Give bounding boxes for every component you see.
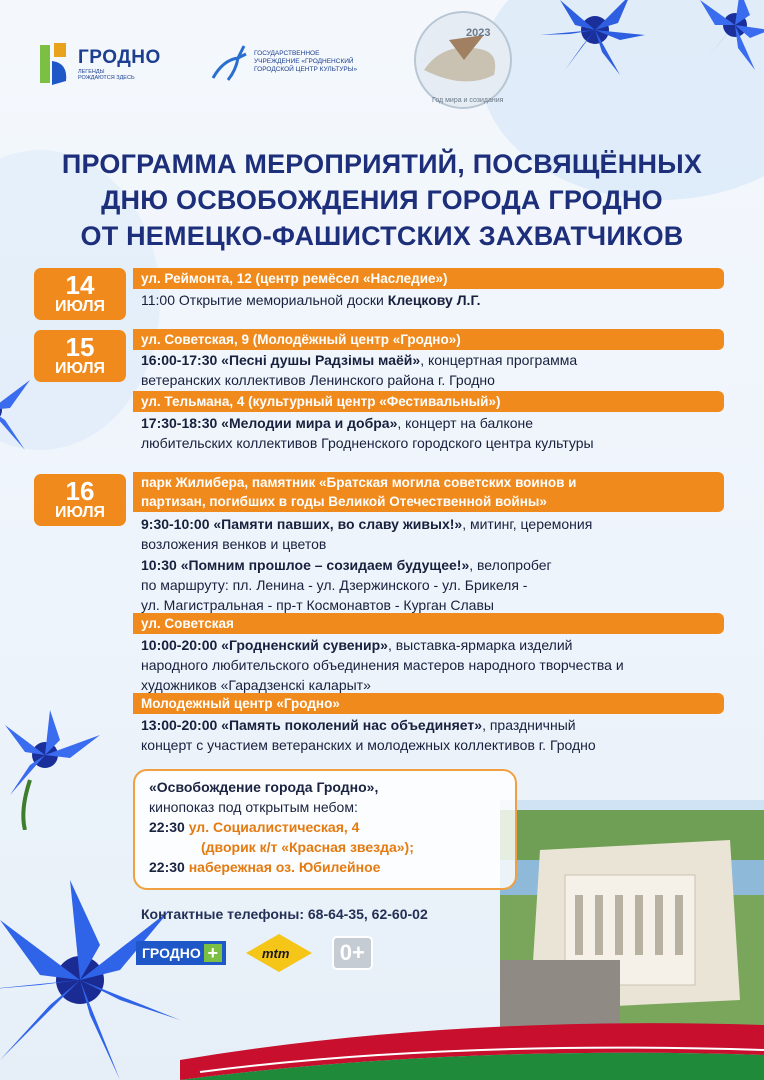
emblem-year: 2023 <box>466 27 491 39</box>
event-item <box>141 555 731 615</box>
event-text: художников «Гарадзенскі каларыт» <box>141 677 371 693</box>
cinema-subtitle: кинопоказ под открытым небом: <box>149 799 358 815</box>
grodno-plus-logo <box>136 941 226 965</box>
event-text: Открытие мемориальной доски <box>178 292 384 308</box>
event-text: ветеранских коллективов Ленинского района г. Гродно <box>141 372 495 388</box>
cinema-box <box>133 769 517 890</box>
cinema-place: набережная оз. Юбилейное <box>188 859 381 875</box>
age-rating-badge: 0+ <box>332 936 373 970</box>
date-day: 14 <box>65 270 95 300</box>
cinema-title: «Освобождение города Гродно», <box>149 779 379 795</box>
venue-header <box>133 472 724 512</box>
venue-header: ул. Советская, 9 (Молодёжный центр «Гродно») <box>133 329 724 350</box>
cornflower-icon <box>0 700 120 830</box>
emblem-text: Год мира и созидания <box>432 97 504 104</box>
date-badge <box>34 474 126 526</box>
venue-header: ул. Реймонта, 12 (центр ремёсел «Наследие») <box>133 268 724 289</box>
event-text: , велопробег <box>469 557 552 573</box>
venue-header: Молодежный центр «Гродно» <box>133 693 724 714</box>
title-line: ОТ НЕМЕЦКО-ФАШИСТСКИХ ЗАХВАТЧИКОВ <box>80 221 684 251</box>
cinema-place: (дворик к/т «Красная звезда»); <box>201 839 414 855</box>
date-month: ИЮЛЯ <box>54 298 106 315</box>
flag-ribbon <box>0 1010 764 1080</box>
event-item <box>141 715 731 755</box>
plus-icon: + <box>204 944 222 962</box>
event-bold: 10:00-20:00 «Гродненский сувенир» <box>141 637 388 653</box>
event-text: возложения венков и цветов <box>141 536 327 552</box>
year-of-peace-emblem <box>404 10 522 110</box>
deer-icon <box>208 40 248 84</box>
culture-center-logo <box>208 40 364 84</box>
title-line: ПРОГРАММА МЕРОПРИЯТИЙ, ПОСВЯЩЁННЫХ <box>61 149 703 179</box>
city-illustration <box>500 800 764 1030</box>
date-badge <box>34 330 126 382</box>
grodno-emblem-icon <box>38 41 72 87</box>
venue-line: парк Жилибера, памятник «Братская могила советских воинов и <box>141 475 577 490</box>
grodno-logo-name: ГРОДНО <box>78 47 161 68</box>
page-title <box>0 146 764 254</box>
date-month: ИЮЛЯ <box>54 360 106 377</box>
event-text: , митинг, церемония <box>462 516 593 532</box>
event-text: ул. Магистральная - пр-т Космонавтов - Курган Славы <box>141 597 494 613</box>
event-bold: 16:00-17:30 «Песні душы Радзімы маёй» <box>141 352 421 368</box>
date-month: ИЮЛЯ <box>54 504 106 521</box>
venue-header: ул. Советская <box>133 613 724 634</box>
cornflower-icon <box>520 0 670 100</box>
event-bold: 10:30 «Помним прошлое – созидаем будущее!» <box>141 557 470 573</box>
cinema-time: 22:30 <box>149 859 185 875</box>
cornflower-icon <box>680 0 764 90</box>
grodno-plus-text: ГРОДНО <box>142 945 201 961</box>
event-bold: 9:30-10:00 «Памяти павших, во славу живых!» <box>141 516 463 532</box>
event-text: , концертная программа <box>420 352 578 368</box>
cinema-place: ул. Социалистическая, 4 <box>188 819 360 835</box>
event-text: , концерт на балконе <box>397 415 534 431</box>
header-logos <box>38 34 161 94</box>
event-bold: Клецкову Л.Г. <box>387 292 481 308</box>
event-text: народного любительского объединения мастеров народного творчества и <box>141 657 624 673</box>
event-bold: 13:00-20:00 «Память поколений нас объединяет» <box>141 717 483 733</box>
event-time: 11:00 <box>141 292 175 308</box>
event-item <box>141 635 731 695</box>
date-day: 16 <box>65 476 95 506</box>
venue-line: партизан, погибших в годы Великой Отечественной войны» <box>141 494 547 509</box>
event-text: любительских коллективов Гродненского городского центра культуры <box>141 435 594 451</box>
title-line: ДНЮ ОСВОБОЖДЕНИЯ ГОРОДА ГРОДНО <box>101 185 663 215</box>
event-bold: 17:30-18:30 «Мелодии мира и добра» <box>141 415 398 431</box>
event-item <box>141 514 731 554</box>
event-text: концерт с участием ветеранских и молодежных коллективов г. Гродно <box>141 737 596 753</box>
mtm-text: mtm <box>261 946 290 961</box>
date-badge <box>34 268 126 320</box>
event-text: , праздничный <box>482 717 576 733</box>
footer-logos <box>136 932 373 974</box>
event-item <box>141 350 731 390</box>
event-item <box>141 413 731 453</box>
date-day: 15 <box>65 332 95 362</box>
grodno-logo-slogan: ЛЕГЕНДЫ РОЖДАЮТСЯ ЗДЕСЬ <box>78 69 135 81</box>
contact-phones: Контактные телефоны: 68-64-35, 62-60-02 <box>141 906 428 922</box>
grodno-city-logo <box>38 41 161 87</box>
mtm-logo <box>244 932 314 974</box>
event-text: по маршруту: пл. Ленина - ул. Дзержинского - ул. Брикеля - <box>141 577 528 593</box>
event-item <box>141 290 731 310</box>
event-text: , выставка-ярмарка изделий <box>387 637 573 653</box>
culture-center-name: ГОСУДАРСТВЕННОЕ УЧРЕЖДЕНИЕ «ГРОДНЕНСКИЙ ГОРОДСКОЙ ЦЕНТР КУЛЬТУРЫ» <box>254 50 358 73</box>
venue-header: ул. Тельмана, 4 (культурный центр «Фестивальный») <box>133 391 724 412</box>
cinema-time: 22:30 <box>149 819 185 835</box>
